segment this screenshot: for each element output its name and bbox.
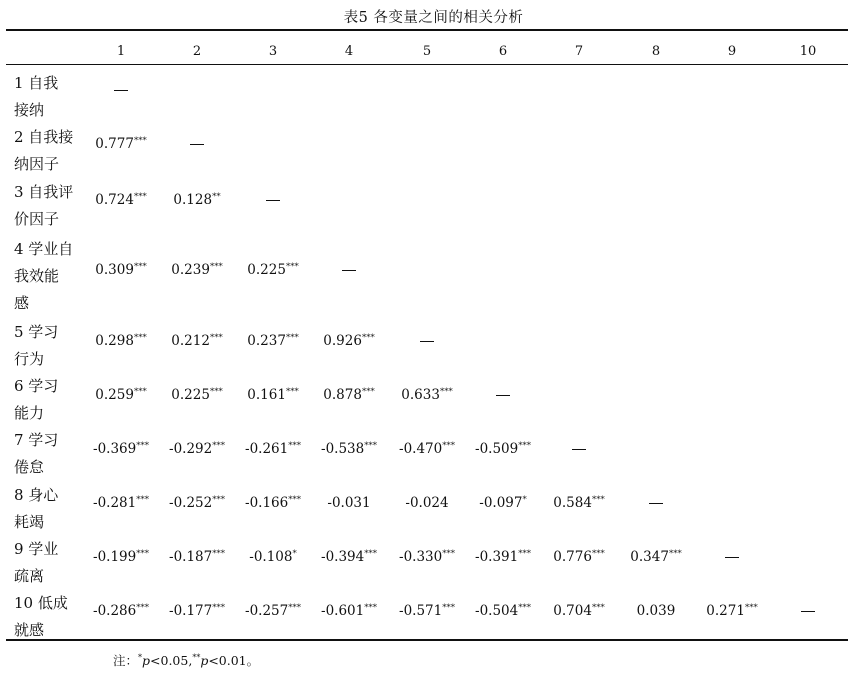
- correlation-cell: [309, 493, 389, 513]
- correlation-value: -0.097: [479, 495, 523, 511]
- correlation-value: 0.225: [247, 262, 286, 278]
- significance-stars: ***: [442, 441, 455, 451]
- column-header: 3: [268, 44, 278, 59]
- dash-mark: [801, 611, 815, 612]
- significance-stars: *: [522, 495, 527, 505]
- correlation-value: 0.039: [636, 603, 676, 619]
- significance-stars: ***: [591, 495, 605, 505]
- column-header: 5: [422, 44, 432, 59]
- correlation-value: -0.199: [93, 549, 137, 565]
- column-header: 2: [192, 44, 202, 59]
- row-label-line: 7 学习: [14, 431, 59, 449]
- correlation-cell: [157, 547, 237, 567]
- significance-stars: ***: [364, 549, 377, 559]
- correlation-value: 0.271: [706, 603, 745, 619]
- significance-stars: *: [292, 549, 297, 559]
- correlation-value: 0.776: [553, 549, 592, 565]
- correlation-cell: [81, 190, 161, 210]
- significance-stars: ***: [518, 603, 531, 613]
- correlation-value: 0.259: [95, 387, 134, 403]
- significance-stars: ***: [136, 549, 149, 559]
- correlation-cell: [309, 385, 389, 405]
- correlation-value: -0.031: [327, 495, 371, 511]
- dash-mark: [342, 270, 356, 271]
- row-label-line: 行为: [14, 350, 45, 368]
- significance-stars: ***: [364, 441, 377, 451]
- diagonal-dash: [692, 547, 772, 567]
- correlation-cell: [309, 331, 389, 351]
- correlation-value: 0.724: [95, 192, 134, 208]
- dash-mark: [114, 90, 128, 91]
- dash-mark: [266, 200, 280, 201]
- correlation-cell: [233, 493, 313, 513]
- row-label-line: 耗竭: [14, 513, 45, 531]
- dash-mark: [649, 503, 663, 504]
- correlation-cell: [309, 601, 389, 621]
- correlation-value: -0.538: [321, 441, 365, 457]
- diagonal-dash: [309, 260, 389, 280]
- significance-stars: ***: [518, 441, 531, 451]
- row-label-line: 5 学习: [14, 323, 59, 341]
- correlation-cell: [387, 385, 467, 405]
- dash-mark: [725, 557, 739, 558]
- correlation-cell: [157, 601, 237, 621]
- row-label-line: 接纳: [14, 101, 45, 119]
- correlation-value: -0.292: [169, 441, 213, 457]
- correlation-value: -0.166: [245, 495, 289, 511]
- diagonal-dash: [387, 331, 467, 351]
- row-label: [14, 482, 86, 536]
- correlation-value: -0.369: [93, 441, 137, 457]
- correlation-cell: [233, 260, 313, 280]
- significance-stars: ***: [668, 549, 682, 559]
- row-label: [14, 590, 86, 644]
- correlation-cell: [157, 260, 237, 280]
- correlation-value: 0.584: [553, 495, 592, 511]
- significance-stars: ***: [285, 262, 299, 272]
- correlation-cell: [387, 547, 467, 567]
- bottom-rule: [6, 639, 848, 641]
- row-label: [14, 373, 86, 427]
- correlation-value: 0.128: [173, 192, 213, 208]
- significance-stars: ***: [442, 549, 455, 559]
- correlation-cell: [157, 493, 237, 513]
- significance-stars: ***: [133, 192, 147, 202]
- correlation-value: 0.161: [247, 387, 286, 403]
- significance-stars: ***: [212, 441, 225, 451]
- significance-stars: ***: [212, 495, 225, 505]
- correlation-value: 0.347: [630, 549, 669, 565]
- significance-stars: ***: [288, 441, 301, 451]
- correlation-value: -0.177: [169, 603, 213, 619]
- significance-stars: ***: [133, 387, 147, 397]
- row-label-line: 价因子: [14, 210, 60, 228]
- significance-stars: ***: [209, 333, 223, 343]
- dash-mark: [190, 144, 204, 145]
- row-label-line: 纳因子: [14, 155, 60, 173]
- correlation-cell: [157, 190, 237, 210]
- dash-mark: [572, 449, 586, 450]
- significance-stars: ***: [136, 495, 149, 505]
- correlation-value: 0.633: [401, 387, 440, 403]
- correlation-cell: [81, 439, 161, 459]
- significance-stars: ***: [744, 603, 758, 613]
- correlation-cell: [81, 493, 161, 513]
- correlation-cell: [157, 385, 237, 405]
- correlation-value: -0.394: [321, 549, 365, 565]
- correlation-value: -0.391: [475, 549, 519, 565]
- row-label: [14, 427, 86, 481]
- significance-stars: ***: [212, 603, 225, 613]
- correlation-cell: [81, 260, 161, 280]
- correlation-cell: [387, 439, 467, 459]
- correlation-value: 0.298: [95, 333, 134, 349]
- correlation-value: -0.252: [169, 495, 213, 511]
- correlation-cell: [233, 601, 313, 621]
- correlation-cell: [81, 331, 161, 351]
- significance-stars: **: [212, 192, 221, 202]
- column-header: 9: [727, 44, 737, 59]
- correlation-cell: [387, 601, 467, 621]
- row-label: [14, 70, 86, 124]
- significance-stars: ***: [285, 387, 299, 397]
- significance-stars: ***: [364, 603, 377, 613]
- diagonal-dash: [233, 190, 313, 210]
- correlation-cell: [616, 547, 696, 567]
- column-header: 8: [651, 44, 661, 59]
- correlation-cell: [81, 134, 161, 154]
- row-label-line: 8 身心: [14, 486, 59, 504]
- correlation-cell: [81, 601, 161, 621]
- correlation-value: -0.470: [399, 441, 443, 457]
- significance-stars: ***: [133, 262, 147, 272]
- row-label: [14, 179, 86, 233]
- row-label-line: 就感: [14, 621, 45, 639]
- significance-stars: ***: [209, 387, 223, 397]
- top-rule: [6, 29, 848, 31]
- correlation-value: -0.571: [399, 603, 443, 619]
- column-header: 4: [344, 44, 354, 59]
- correlation-cell: [539, 493, 619, 513]
- correlation-cell: [539, 547, 619, 567]
- correlation-value: 0.212: [171, 333, 210, 349]
- significance-stars: ***: [136, 603, 149, 613]
- row-label: [14, 236, 86, 317]
- significance-stars: ***: [518, 549, 531, 559]
- correlation-cell: [463, 547, 543, 567]
- dash-mark: [420, 341, 434, 342]
- row-label: [14, 319, 86, 373]
- significance-stars: ***: [136, 441, 149, 451]
- correlation-value: 0.878: [323, 387, 362, 403]
- correlation-value: 0.239: [171, 262, 210, 278]
- correlation-cell: [309, 439, 389, 459]
- significance-stars: ***: [209, 262, 223, 272]
- correlation-cell: [233, 547, 313, 567]
- significance-stars: ***: [361, 387, 375, 397]
- row-label-line: 倦怠: [14, 458, 45, 476]
- correlation-cell: [616, 601, 696, 621]
- significance-stars: ***: [591, 549, 605, 559]
- significance-stars: ***: [361, 333, 375, 343]
- row-label-line: 10 低成: [14, 594, 68, 612]
- row-label-line: 9 学业: [14, 540, 59, 558]
- correlation-value: -0.601: [321, 603, 365, 619]
- correlation-cell: [309, 547, 389, 567]
- row-label-line: 6 学习: [14, 377, 59, 395]
- column-header: 6: [498, 44, 508, 59]
- correlation-cell: [463, 439, 543, 459]
- dash-mark: [496, 395, 510, 396]
- correlation-value: 0.225: [171, 387, 210, 403]
- diagonal-dash: [768, 601, 848, 621]
- significance-stars: ***: [591, 603, 605, 613]
- correlation-value: -0.281: [93, 495, 137, 511]
- table-note: 注：*p<0.05,**p<0.01。: [113, 653, 260, 668]
- correlation-value: -0.024: [405, 495, 449, 511]
- correlation-value: 0.777: [95, 136, 134, 152]
- column-header: 10: [799, 44, 817, 59]
- diagonal-dash: [157, 134, 237, 154]
- correlation-value: -0.330: [399, 549, 443, 565]
- row-label: [14, 536, 86, 590]
- correlation-cell: [81, 547, 161, 567]
- significance-stars: ***: [288, 603, 301, 613]
- column-header: 1: [116, 44, 126, 59]
- diagonal-dash: [463, 385, 543, 405]
- diagonal-dash: [81, 80, 161, 100]
- correlation-value: 0.309: [95, 262, 134, 278]
- correlation-cell: [539, 601, 619, 621]
- row-label-line: 2 自我接: [14, 128, 74, 146]
- significance-stars: ***: [439, 387, 453, 397]
- correlation-value: -0.509: [475, 441, 519, 457]
- significance-stars: ***: [442, 603, 455, 613]
- significance-stars: ***: [288, 495, 301, 505]
- column-header: 7: [574, 44, 584, 59]
- correlation-value: 0.237: [247, 333, 286, 349]
- row-label-line: 感: [14, 294, 30, 312]
- correlation-value: -0.257: [245, 603, 289, 619]
- correlation-cell: [387, 493, 467, 513]
- significance-stars: ***: [285, 333, 299, 343]
- row-label-line: 能力: [14, 404, 45, 422]
- row-label-line: 4 学业自: [14, 240, 74, 258]
- correlation-cell: [81, 385, 161, 405]
- correlation-cell: [233, 331, 313, 351]
- diagonal-dash: [539, 439, 619, 459]
- correlation-value: -0.108: [249, 549, 293, 565]
- correlation-value: -0.286: [93, 603, 137, 619]
- correlation-cell: [157, 439, 237, 459]
- correlation-cell: [233, 439, 313, 459]
- row-label-line: 我效能: [14, 267, 60, 285]
- correlation-value: 0.704: [553, 603, 592, 619]
- significance-stars: ***: [133, 333, 147, 343]
- correlation-cell: [233, 385, 313, 405]
- row-label-line: 1 自我: [14, 74, 59, 92]
- correlation-value: -0.261: [245, 441, 289, 457]
- row-label: [14, 124, 86, 178]
- row-label-line: 3 自我评: [14, 183, 74, 201]
- correlation-cell: [463, 493, 543, 513]
- correlation-cell: [692, 601, 772, 621]
- significance-stars: ***: [133, 136, 147, 146]
- significance-stars: ***: [212, 549, 225, 559]
- table-title: 表5 各变量之间的相关分析: [343, 10, 524, 26]
- correlation-cell: [463, 601, 543, 621]
- header-rule: [6, 64, 848, 65]
- diagonal-dash: [616, 493, 696, 513]
- correlation-value: -0.187: [169, 549, 213, 565]
- correlation-cell: [157, 331, 237, 351]
- correlation-value: -0.504: [475, 603, 519, 619]
- row-label-line: 疏离: [14, 567, 45, 585]
- correlation-value: 0.926: [323, 333, 362, 349]
